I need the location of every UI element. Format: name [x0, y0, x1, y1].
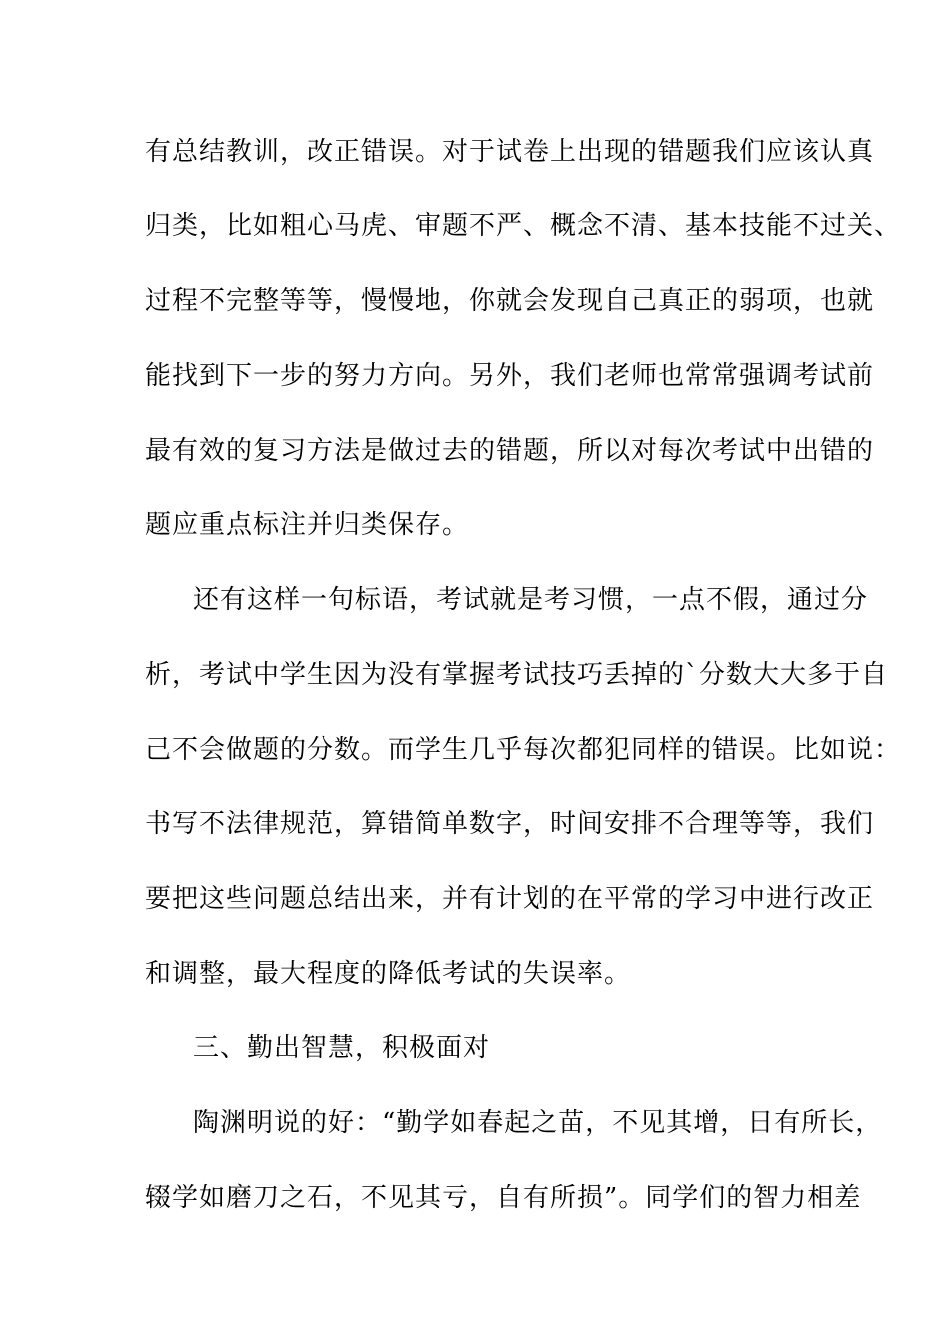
section-heading: 三、勤出智慧，积极面对 [193, 1033, 491, 1063]
paragraph-line: 析，考试中学生因为没有掌握考试技巧丢掉的`分数大大多于自 [145, 660, 889, 690]
paragraph-line: 己不会做题的分数。而学生几乎每次都犯同样的错误。比如说： [145, 735, 902, 765]
paragraph-line: 书写不法律规范，算错简单数字，时间安排不合理等等，我们 [145, 809, 875, 839]
paragraph-line: 能找到下一步的努力方向。另外，我们老师也常常强调考试前 [145, 361, 875, 391]
paragraph-line: 有总结教训，改正错误。对于试卷上出现的错题我们应该认真 [145, 137, 875, 167]
paragraph-line: 要把这些问题总结出来，并有计划的在平常的学习中进行改正 [145, 884, 875, 914]
paragraph-line: 归类，比如粗心马虎、审题不严、概念不清、基本技能不过关、 [145, 211, 902, 241]
paragraph-line: 和调整，最大程度的降低考试的失误率。 [145, 959, 632, 989]
paragraph-line: 过程不完整等等，慢慢地，你就会发现自己真正的弱项，也就 [145, 286, 875, 316]
paragraph-line: 题应重点标注并归类保存。 [145, 510, 470, 540]
paragraph-line: 陶渊明说的好：“勤学如春起之苗，不见其增，日有所长， [193, 1108, 883, 1138]
paragraph-line: 辍学如磨刀之石，不见其亏，自有所损”。同学们的智力相差 [145, 1183, 862, 1213]
paragraph-line: 最有效的复习方法是做过去的错题，所以对每次考试中出错的 [145, 436, 875, 466]
paragraph-line: 还有这样一句标语，考试就是考习惯，一点不假，通过分 [193, 585, 869, 615]
